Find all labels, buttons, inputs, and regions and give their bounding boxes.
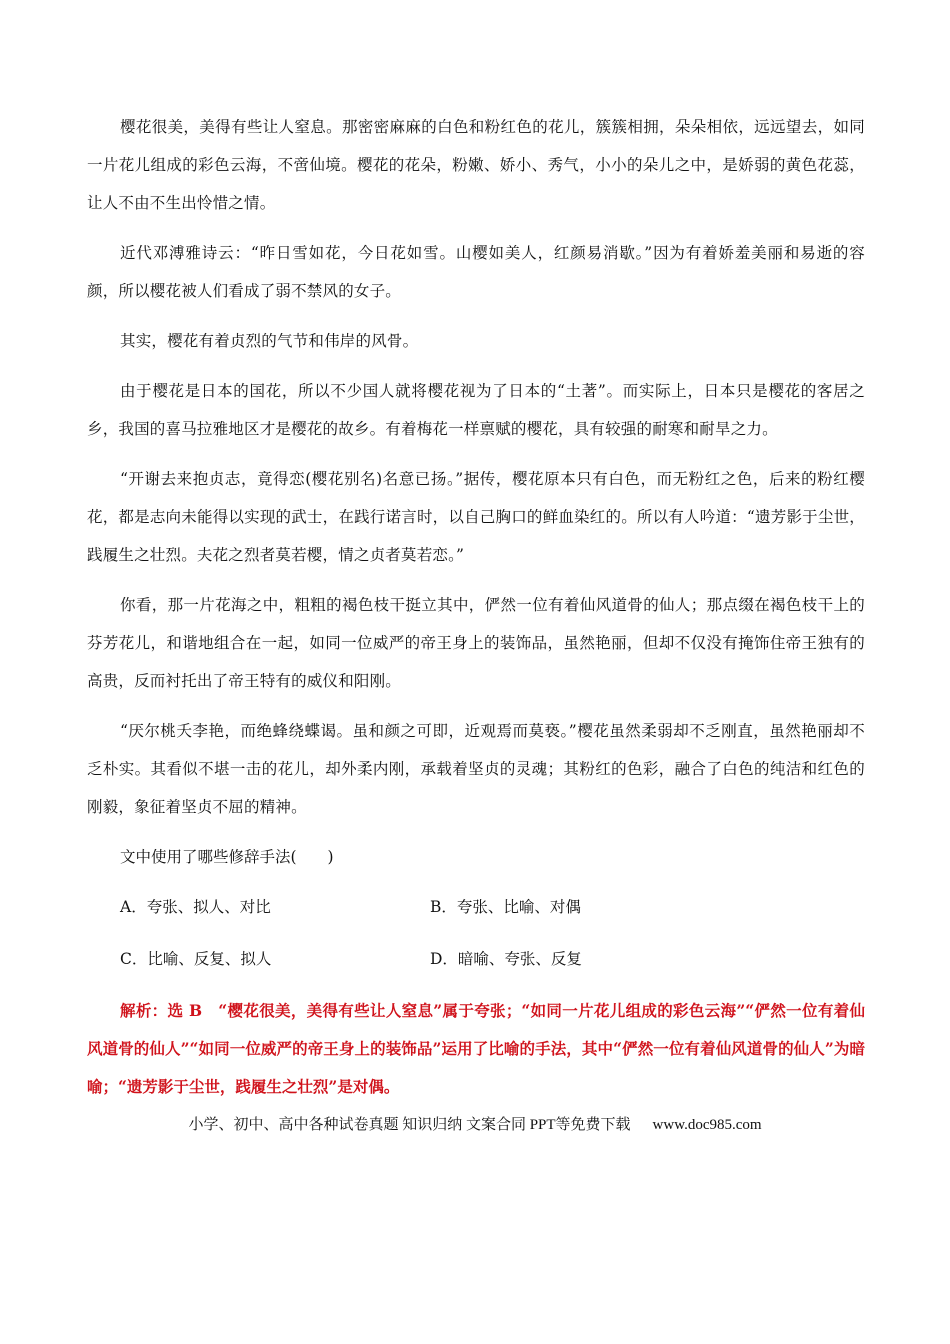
document-body bbox=[87, 108, 865, 1106]
option-d: D．暗喻、夸张、反复 bbox=[430, 950, 582, 968]
option-row bbox=[120, 940, 865, 978]
answer-explanation: 解析：选 B “樱花很美，美得有些让人窒息”属于夸张；“如同一片花儿组成的彩色云海”“俨然一位有着仙风道骨的仙人”“如同一位威严的帝王身上的装饰品”运用了比喻的手法，其中“俨然一位有着仙风道骨的仙人”为暗喻；“遗芳影于尘世，践履生之壮烈”是对偶。 bbox=[87, 1001, 865, 1096]
question-stem: 文中使用了哪些修辞手法( ) bbox=[120, 848, 334, 866]
passage-paragraph-2: 近代邓溥雅诗云：“昨日雪如花，今日花如雪。山樱如美人，红颜易消歇。”因为有着娇羞美丽和易逝的容颜，所以樱花被人们看成了弱不禁风的女子。 bbox=[87, 244, 865, 300]
passage-paragraph-4: 由于樱花是日本的国花，所以不少国人就将樱花视为了日本的“土著”。而实际上，日本只是樱花的客居之乡，我国的喜马拉雅地区才是樱花的故乡。有着梅花一样禀赋的樱花，具有较强的耐寒和耐旱之力。 bbox=[87, 382, 865, 438]
footer-url[interactable]: www.doc985.com bbox=[652, 1117, 762, 1133]
passage-paragraph-1: 樱花很美，美得有些让人窒息。那密密麻麻的白色和粉红色的花儿，簇簇相拥，朵朵相依，远远望去，如同一片花儿组成的彩色云海，不啻仙境。樱花的花朵，粉嫩、娇小、秀气，小小的朵儿之中，是娇弱的黄色花蕊，让人不由不生出怜惜之情。 bbox=[87, 118, 865, 212]
option-b: B．夸张、比喻、对偶 bbox=[430, 898, 581, 916]
option-c: C．比喻、反复、拟人 bbox=[120, 950, 272, 968]
passage-paragraph-7: “厌尔桃夭李艳，而绝蜂绕蝶谒。虽和颜之可即，近观焉而莫亵。”樱花虽然柔弱却不乏刚直，虽然艳丽却不乏朴实。其看似不堪一击的花儿，却外柔内刚，承载着坚贞的灵魂；其粉红的色彩，融合了白色的纯洁和红色的刚毅，象征着坚贞不屈的精神。 bbox=[87, 722, 865, 816]
passage-paragraph-3: 其实，樱花有着贞烈的气节和伟岸的风骨。 bbox=[120, 332, 419, 350]
answer-options bbox=[120, 888, 865, 978]
footer-text: 小学、初中、高中各种试卷真题 知识归纳 文案合同 PPT等免费下载 bbox=[188, 1117, 631, 1133]
passage-paragraph-5: “开谢去来抱贞志，竟得恋(樱花别名)名意已扬。”据传，樱花原本只有白色，而无粉红之色，后来的粉红樱花，都是志向未能得以实现的武士，在践行诺言时，以自己胸口的鲜血染红的。所以有人吟道：“遗芳影于尘世，践履生之壮烈。夫花之烈者莫若樱，情之贞者莫若恋。” bbox=[87, 470, 865, 564]
option-row bbox=[120, 888, 865, 926]
passage-paragraph-6: 你看，那一片花海之中，粗粗的褐色枝干挺立其中，俨然一位有着仙风道骨的仙人；那点缀在褐色枝干上的芬芳花儿，和谐地组合在一起，如同一位威严的帝王身上的装饰品，虽然艳丽，但却不仅没有掩饰住帝王独有的高贵，反而衬托出了帝王特有的威仪和阳刚。 bbox=[87, 596, 865, 690]
page-footer bbox=[0, 1113, 950, 1134]
option-a: A．夸张、拟人、对比 bbox=[120, 898, 271, 916]
